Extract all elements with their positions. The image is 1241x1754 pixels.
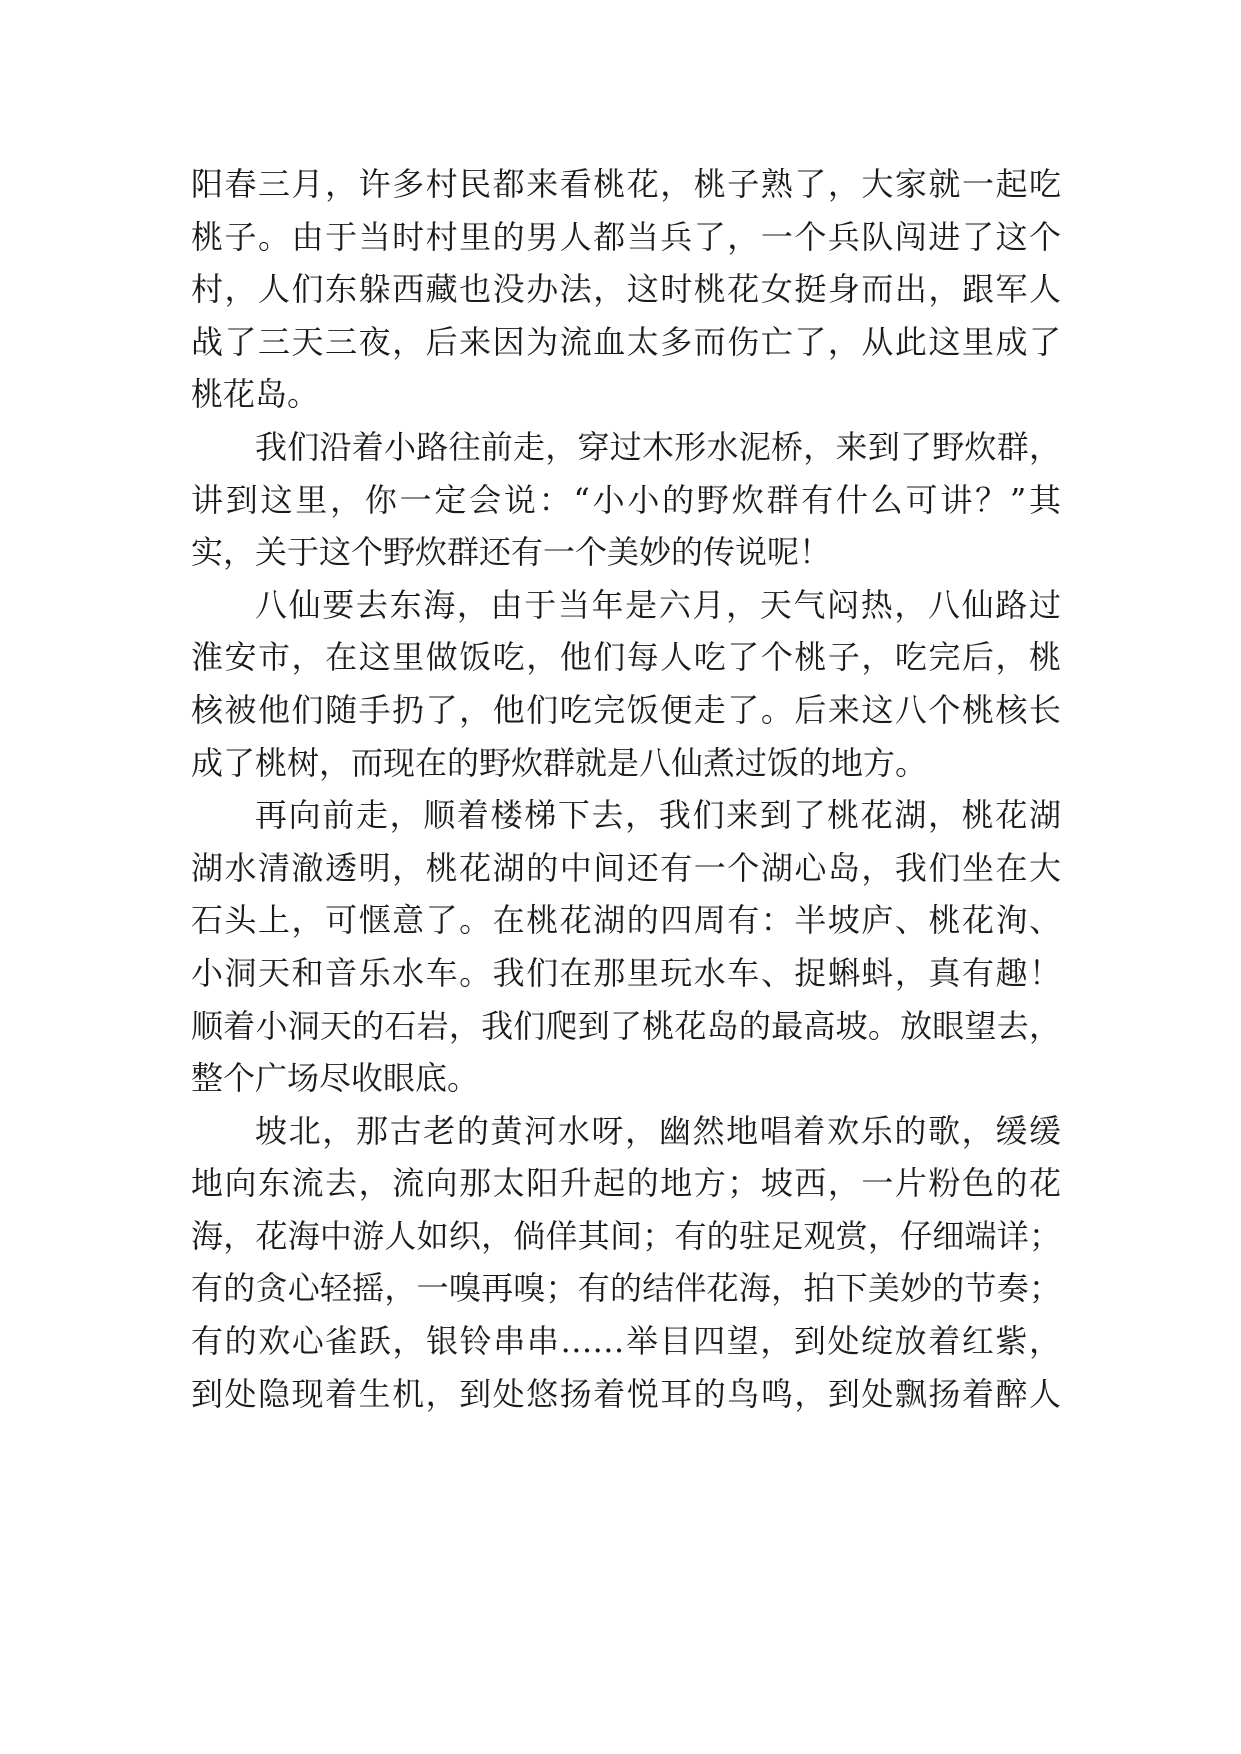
text-line: 村，人们东躲西藏也没办法，这时桃花女挺身而出，跟军人 [191,270,1061,309]
text-line: 再向前走，顺着楼梯下去，我们来到了桃花湖，桃花湖 [255,796,1061,835]
text-line: 有的贪心轻摇，一嗅再嗅；有的结伴花海，拍下美妙的节奏； [191,1269,1061,1308]
text-line: 顺着小洞天的石岩，我们爬到了桃花岛的最高坡。放眼望去， [191,1006,1061,1045]
text-line: 战了三天三夜，后来因为流血太多而伤亡了，从此这里成了 [191,322,1061,361]
text-line: 实，关于这个野炊群还有一个美妙的传说呢！ [191,533,832,572]
text-line: 坡北，那古老的黄河水呀，幽然地唱着欢乐的歌，缓缓 [255,1111,1061,1150]
text-line: 海，花海中游人如织，倘佯其间；有的驻足观赏，仔细端详； [191,1216,1061,1255]
text-line: 石头上，可惬意了。在桃花湖的四周有：半坡庐、桃花洵、 [191,901,1061,940]
text-line: 桃花岛。 [191,375,320,414]
text-line: 核被他们随手扔了，他们吃完饭便走了。后来这八个桃核长 [191,690,1061,729]
text-line: 有的欢心雀跃，银铃串串……举目四望，到处绽放着红紫， [191,1322,1061,1361]
text-line: 到处隐现着生机，到处悠扬着悦耳的鸟鸣，到处飘扬着醉人 [191,1374,1061,1413]
text-line: 整个广场尽收眼底。 [191,1059,480,1098]
text-line: 小洞天和音乐水车。我们在那里玩水车、捉蝌蚪，真有趣！ [191,953,1061,992]
text-line: 成了桃树，而现在的野炊群就是八仙煮过饭的地方。 [191,743,928,782]
text-line: 我们沿着小路往前走，穿过木形水泥桥，来到了野炊群， [255,427,1061,466]
text-line: 桃子。由于当时村里的男人都当兵了，一个兵队闯进了这个 [191,217,1061,256]
text-line: 湖水清澈透明，桃花湖的中间还有一个湖心岛，我们坐在大 [191,848,1061,887]
document-body [191,158,1061,1420]
text-line: 八仙要去东海，由于当年是六月，天气闷热，八仙路过 [255,585,1061,624]
text-line: 阳春三月，许多村民都来看桃花，桃子熟了，大家就一起吃 [191,165,1061,203]
text-line: 讲到这里，你一定会说：“小小的野炊群有什么可讲？”其 [191,480,1061,519]
text-line: 地向东流去，流向那太阳升起的地方；坡西，一片粉色的花 [191,1164,1061,1203]
text-line: 淮安市，在这里做饭吃，他们每人吃了个桃子，吃完后，桃 [191,638,1061,677]
